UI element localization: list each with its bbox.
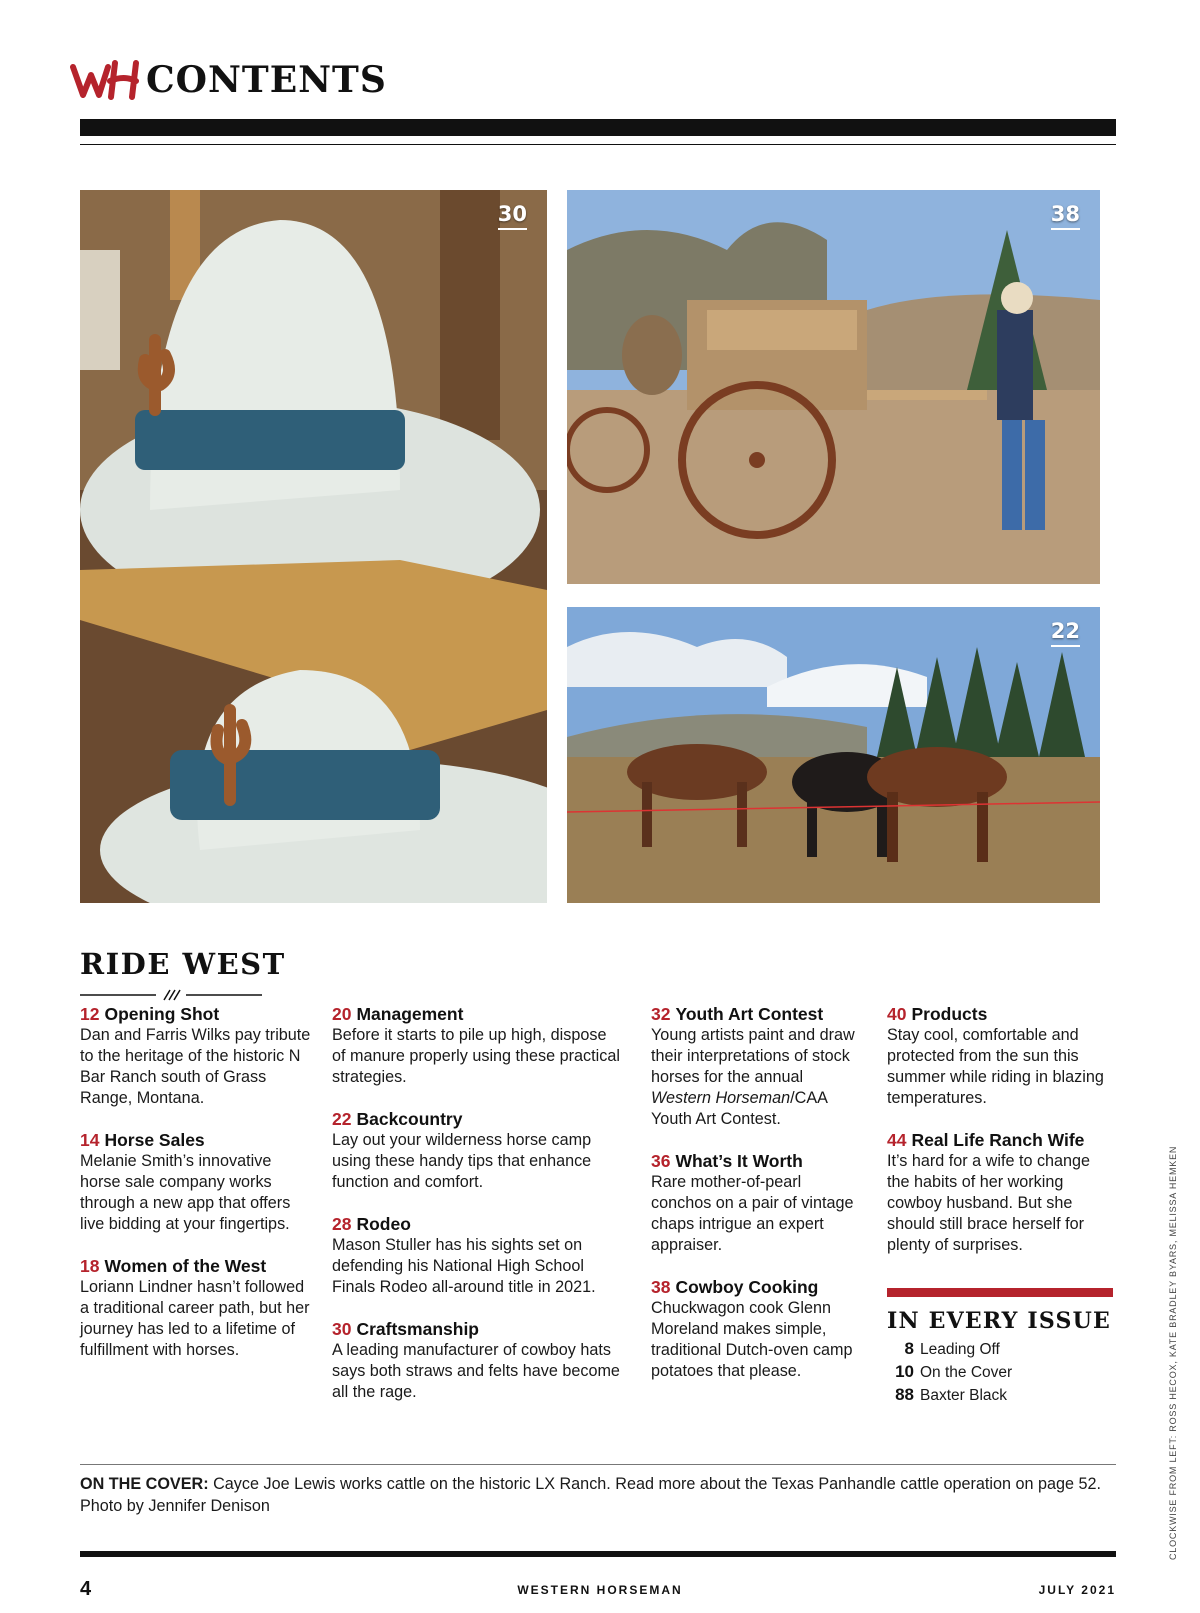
cover-note-rule — [80, 1464, 1116, 1465]
every-issue-list — [887, 1339, 1012, 1408]
section-title-rule — [80, 988, 262, 1002]
toc-item-description: Stay cool, comfortable and protected from the sun this summer while riding in blazing temperatures. — [887, 1026, 1104, 1107]
page-badge: 30 — [498, 202, 527, 230]
magazine-name: Western Horseman — [651, 1089, 791, 1107]
toc-column-1 — [80, 1003, 312, 1381]
toc-item-description: Loriann Lindner hasn’t followed a traditional career path, but her journey has led to a lifetime of fulfillment with horses. — [80, 1278, 310, 1359]
toc-item[interactable] — [887, 1129, 1115, 1256]
toc-page-number: 22 — [332, 1109, 352, 1129]
toc-column-3 — [651, 1003, 861, 1402]
toc-item-title: Craftsmanship — [356, 1319, 479, 1339]
toc-item-title: Horse Sales — [104, 1130, 205, 1150]
toc-item[interactable] — [332, 1108, 622, 1193]
toc-item-description: It’s hard for a wife to change the habits of her working cowboy husband. But she should still brace herself for plenty of surprises. — [887, 1152, 1091, 1254]
toc-item[interactable] — [651, 1276, 861, 1382]
every-issue-page-number: 10 — [895, 1362, 914, 1381]
cover-note — [80, 1473, 1116, 1517]
toc-item-description: Before it starts to pile up high, dispose of manure properly using these practical strategies. — [332, 1026, 620, 1086]
toc-item[interactable] — [651, 1150, 861, 1256]
toc-item[interactable] — [332, 1003, 622, 1088]
photo-chuckwagon — [567, 190, 1100, 584]
toc-page-number: 20 — [332, 1004, 352, 1024]
toc-page-number: 14 — [80, 1130, 100, 1150]
toc-item-title: Cowboy Cooking — [675, 1277, 819, 1297]
every-issue-item[interactable] — [887, 1339, 1012, 1362]
every-issue-label: On the Cover — [920, 1364, 1013, 1381]
toc-item-description: Young artists paint and draw their interpretations of stock horses for the annual Western Horseman/CAA Youth Art Contest. — [651, 1026, 855, 1128]
toc-item-title: Opening Shot — [104, 1004, 220, 1024]
toc-item-description: Dan and Farris Wilks pay tribute to the heritage of the historic N Bar Ranch south of Grass Range, Montana. — [80, 1026, 311, 1107]
footer-issue-date: JULY 2021 — [1038, 1583, 1116, 1597]
toc-page-number: 28 — [332, 1214, 352, 1234]
toc-item-description: Melanie Smith’s innovative horse sale company works through a new app that offers live bidding at your fingertips. — [80, 1152, 291, 1233]
toc-page-number: 40 — [887, 1004, 907, 1024]
page-title: CONTENTS — [146, 59, 387, 101]
page-badge: 22 — [1051, 619, 1080, 647]
section-title: RIDE WEST — [80, 947, 286, 981]
every-issue-label: Baxter Black — [920, 1387, 1008, 1404]
toc-item-title: Women of the West — [104, 1256, 267, 1276]
toc-item[interactable] — [332, 1213, 622, 1298]
header-rule-thick — [80, 119, 1116, 136]
header-rule-thin — [80, 144, 1116, 145]
masthead — [70, 58, 387, 102]
toc-item[interactable] — [651, 1003, 861, 1130]
toc-item-title: Management — [356, 1004, 464, 1024]
cover-note-text: Cayce Joe Lewis works cattle on the historic LX Ranch. Read more about the Texas Panhandle cattle operation on page 52. Photo by Jennifer Denison — [80, 1475, 1101, 1515]
toc-page-number: 38 — [651, 1277, 671, 1297]
toc-page-number: 36 — [651, 1151, 671, 1171]
footer-rule — [80, 1551, 1116, 1557]
toc-item[interactable] — [887, 1003, 1115, 1109]
every-issue-bar — [887, 1288, 1113, 1297]
toc-item-description: A leading manufacturer of cowboy hats says both straws and felts have become all the rage. — [332, 1341, 620, 1401]
toc-item[interactable] — [80, 1255, 312, 1361]
toc-column-4 — [887, 1003, 1115, 1276]
footer-magazine-name: WESTERN HORSEMAN — [517, 1583, 683, 1597]
toc-page-number: 18 — [80, 1256, 100, 1276]
every-issue-title: IN EVERY ISSUE — [887, 1308, 1111, 1334]
toc-item[interactable] — [332, 1318, 622, 1403]
footer-page-number: 4 — [80, 1578, 92, 1600]
toc-page-number: 32 — [651, 1004, 671, 1024]
toc-item-description: Lay out your wilderness horse camp using these handy tips that enhance function and comfort. — [332, 1131, 592, 1191]
toc-item-title: Youth Art Contest — [675, 1004, 824, 1024]
toc-page-number: 12 — [80, 1004, 100, 1024]
every-issue-page-number: 8 — [904, 1339, 914, 1358]
toc-item[interactable] — [80, 1129, 312, 1235]
every-issue-page-number: 88 — [895, 1385, 914, 1404]
every-issue-label: Leading Off — [920, 1341, 1000, 1358]
toc-item-title: Backcountry — [356, 1109, 463, 1129]
every-issue-item[interactable] — [887, 1385, 1012, 1408]
toc-item-title: Products — [911, 1004, 988, 1024]
cover-note-label: ON THE COVER: — [80, 1475, 209, 1493]
toc-item-description: Chuckwagon cook Glenn Moreland makes simple, traditional Dutch-oven camp potatoes that please. — [651, 1299, 853, 1380]
page-badge: 38 — [1051, 202, 1080, 230]
toc-column-2 — [332, 1003, 622, 1423]
toc-page-number: 30 — [332, 1319, 352, 1339]
toc-page-number: 44 — [887, 1130, 907, 1150]
toc-item-title: What’s It Worth — [675, 1151, 803, 1171]
photo-horses — [567, 607, 1100, 903]
toc-item-title: Real Life Ranch Wife — [911, 1130, 1085, 1150]
toc-item[interactable] — [80, 1003, 312, 1109]
photo-cowboy-hats — [80, 190, 547, 903]
toc-item-description: Rare mother-of-pearl conchos on a pair of vintage chaps intrigue an expert appraiser. — [651, 1173, 854, 1254]
toc-item-description: Mason Stuller has his sights set on defending his National High School Finals Rodeo all-around title in 2021. — [332, 1236, 596, 1296]
wh-logo — [70, 59, 144, 101]
every-issue-item[interactable] — [887, 1362, 1012, 1385]
photo-credit: CLOCKWISE FROM LEFT: ROSS HECOX, KATE BRADLEY BYARS, MELISSA HEMKEN — [1168, 1145, 1178, 1560]
toc-item-title: Rodeo — [356, 1214, 411, 1234]
